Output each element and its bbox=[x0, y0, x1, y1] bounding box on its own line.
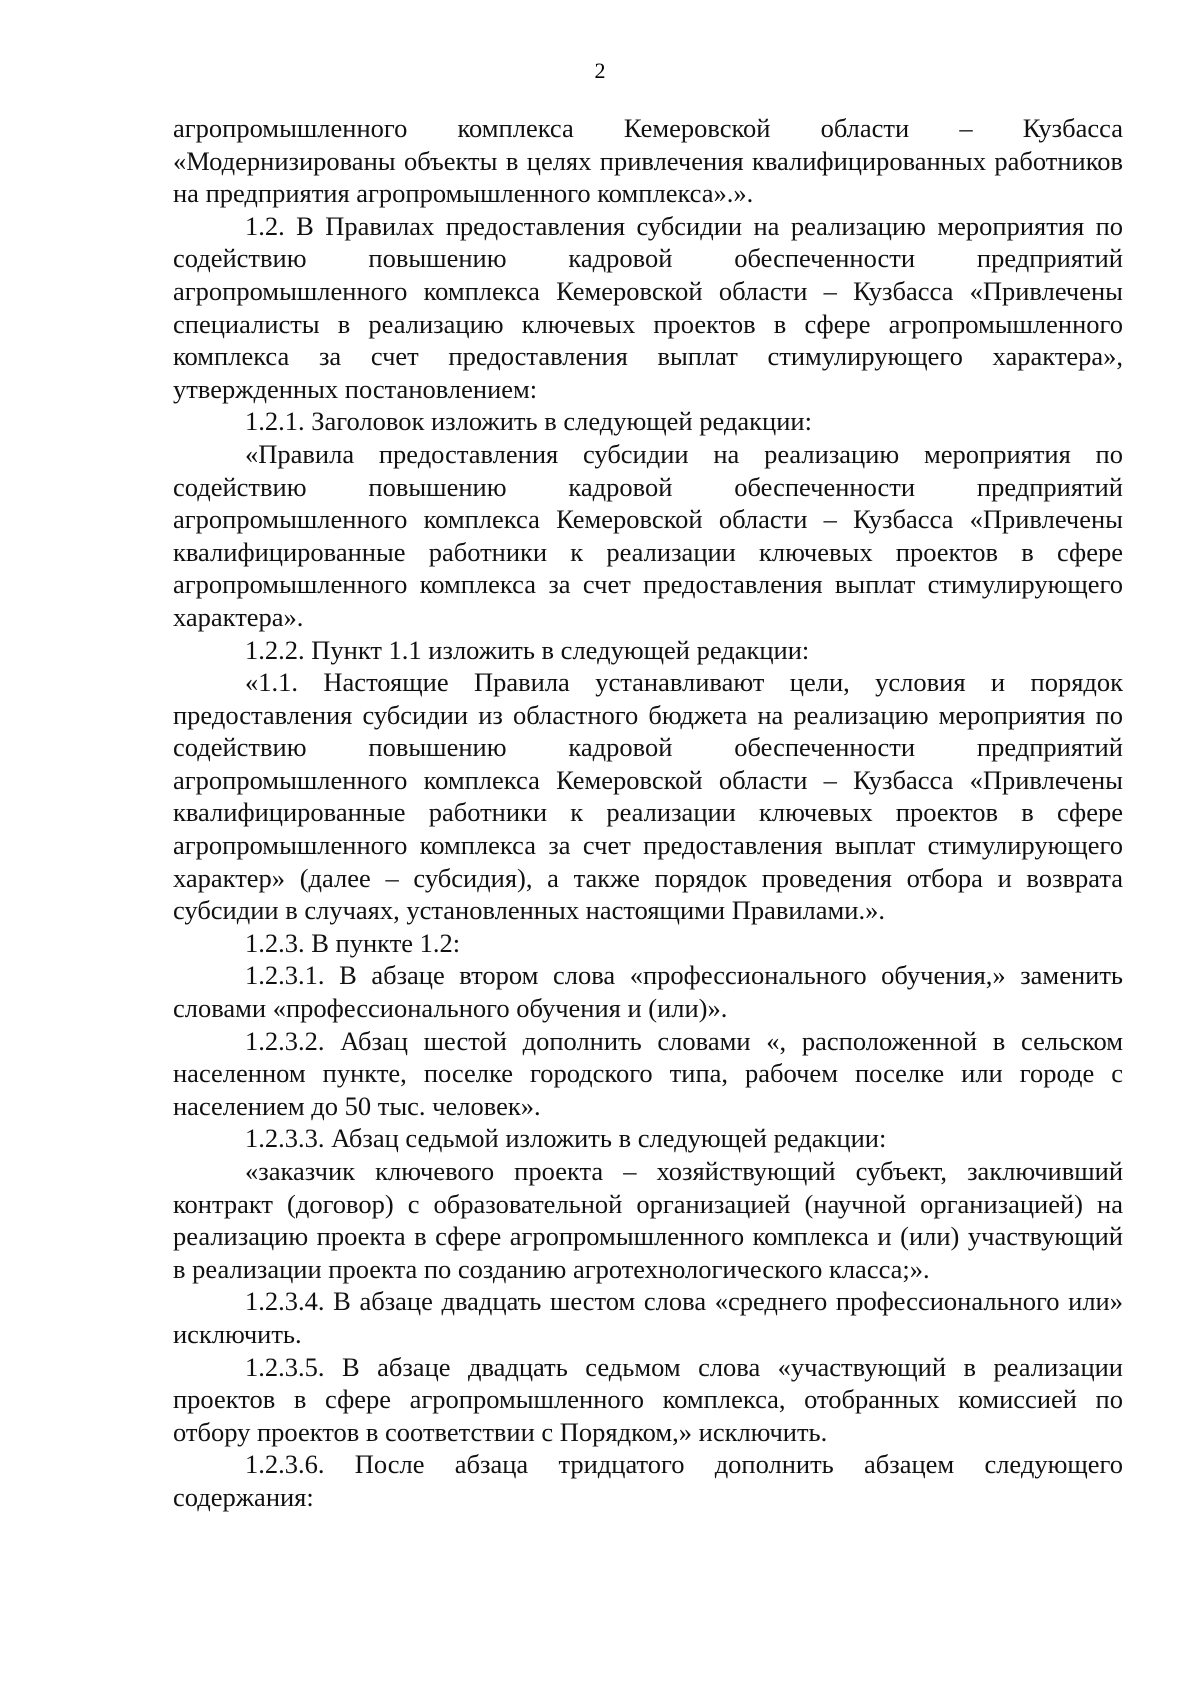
document-body bbox=[173, 112, 1123, 1514]
paragraph: 1.2.3.5. В абзаце двадцать седьмом слова «участвующий в реализации проектов в сфере агропромышленного комплекса, отобранных комиссией по отбору проектов в соответствии с Порядком,» исключить. bbox=[173, 1351, 1123, 1447]
paragraph: 1.2.2. Пункт 1.1 изложить в следующей редакции: bbox=[245, 634, 810, 665]
paragraph: 1.2.3.4. В абзаце двадцать шестом слова «среднего профессионального или» исключить. bbox=[173, 1286, 1123, 1349]
page-number: 2 bbox=[594, 58, 606, 83]
paragraph: 1.2.3.3. Абзац седьмой изложить в следующей редакции: bbox=[245, 1123, 887, 1154]
paragraph: агропромышленного комплекса Кемеровской области – Кузбасса «Модернизированы объекты в целях привлечения квалифицированных работников на предприятия агропромышленного комплекса».». bbox=[173, 113, 1123, 209]
paragraph: 1.2.3.6. После абзаца тридцатого дополнить абзацем следующего содержания: bbox=[173, 1449, 1123, 1512]
paragraph: 1.2. В Правилах предоставления субсидии на реализацию мероприятия по содействию повышению кадровой обеспеченности предприятий агропромышленного комплекса Кемеровской области – Кузбасса «Привлечены специалисты в реализацию ключевых проектов в сфере агропромышленного комплекса за счет предоставления выплат стимулирующего характера», утвержденных постановлением: bbox=[173, 210, 1123, 404]
paragraph: «заказчик ключевого проекта – хозяйствующий субъект, заключивший контракт (договор) с образовательной организацией (научной организацией) на реализацию проекта в сфере агропромышленного комплекса и (или) участвующий в реализации проекта по созданию агротехнологического класса;». bbox=[173, 1156, 1123, 1284]
paragraph: 1.2.1. Заголовок изложить в следующей редакции: bbox=[245, 406, 812, 437]
paragraph: 1.2.3.2. Абзац шестой дополнить словами «, расположенной в сельском населенном пункте, поселке городского типа, рабочем поселке или городе с населением до 50 тыс. человек». bbox=[173, 1025, 1123, 1121]
paragraph: «1.1. Настоящие Правила устанавливают цели, условия и порядок предоставления субсидии из областного бюджета на реализацию мероприятия по содействию повышению кадровой обеспеченности предприятий агропромышленного комплекса Кемеровской области – Кузбасса «Привлечены квалифицированные работники к реализации ключевых проектов в сфере агропромышленного комплекса за счет предоставления выплат стимулирующего характер» (далее – субсидия), а также порядок проведения отбора и возврата субсидии в случаях, установленных настоящими Правилами.». bbox=[173, 667, 1123, 926]
paragraph: «Правила предоставления субсидии на реализацию мероприятия по содействию повышению кадровой обеспеченности предприятий агропромышленного комплекса Кемеровской области – Кузбасса «Привлечены квалифицированные работники к реализации ключевых проектов в сфере агропромышленного комплекса за счет предоставления выплат стимулирующего характера». bbox=[173, 438, 1123, 632]
paragraph: 1.2.3. В пункте 1.2: bbox=[245, 927, 461, 958]
paragraph: 1.2.3.1. В абзаце втором слова «профессионального обучения,» заменить словами «профессионального обучения и (или)». bbox=[173, 960, 1123, 1024]
